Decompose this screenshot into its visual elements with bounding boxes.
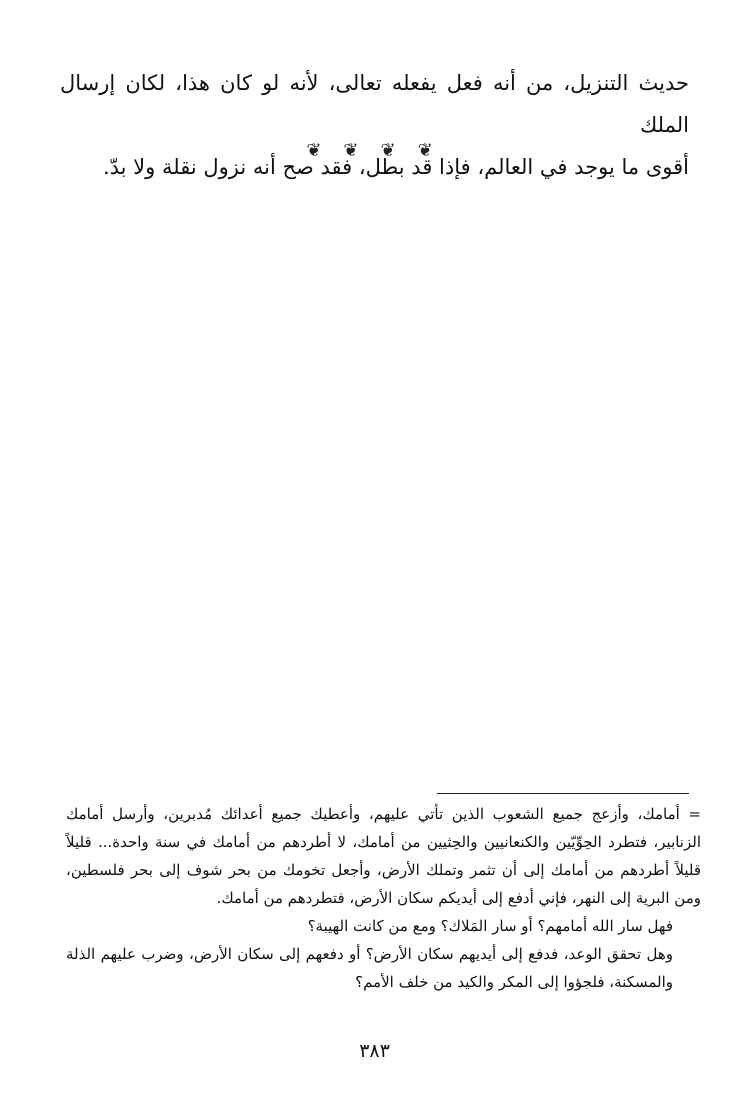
footnote-question-2: وهل تحقق الوعد، فدفع إلى أيديهم سكان الأرض؟ أو دفعهم إلى سكان الأرض، وضرب عليهم الذلة والمسكنة، فلجؤوا إلى المكر والكيد من خلف الأمم؟ (66, 945, 673, 991)
main-text-line-2: أقوى ما يوجد في العالم، فإذا قد بطل، فقد صح أنه نزول نقلة ولا بدّ. (102, 155, 689, 179)
footnote-separator-rule (437, 793, 689, 794)
ornament-glyph-1: ❦ (306, 140, 332, 161)
ornament-glyph-2: ❦ (343, 140, 369, 161)
footnotes-block (66, 800, 701, 996)
section-divider-ornament (0, 140, 749, 161)
footnote-question-1: فهل سار الله أمامهم؟ أو سار المَلاك؟ ومع من كانت الهيبة؟ (307, 917, 673, 935)
page-number: ٣٨٣ (359, 1040, 390, 1062)
ornament-glyph-4: ❦ (417, 140, 443, 161)
main-text-line-1: حديث التنزيل، من أنه فعل يفعله تعالى، لأنه لو كان هذا، لكان إرسال الملك (60, 71, 689, 137)
footnote-continuation: = أمامك، وأزعج جميع الشعوب الذين تأتي عليهم، وأعطيك جميع أعدائك مُدبرين، وأرسل أمامك الزنابير، فتطرد الحِوِّيّين والكنعانيين والحِثيين من أمامك، لا أطردهم من أمامك في سنة واحدة... قليلاً قليلاً أطردهم من أمامك إلى أن تثمر وتملك الأرض، وأجعل تخومك من بحر شوف إلى بحر فلسطين، ومن البرية إلى النهر، فإني أدفع إلى أيديكم سكان الأرض، فتطردهم من أمامك. (66, 805, 701, 907)
ornament-glyph-3: ❦ (380, 140, 406, 161)
main-text-block (60, 62, 689, 188)
